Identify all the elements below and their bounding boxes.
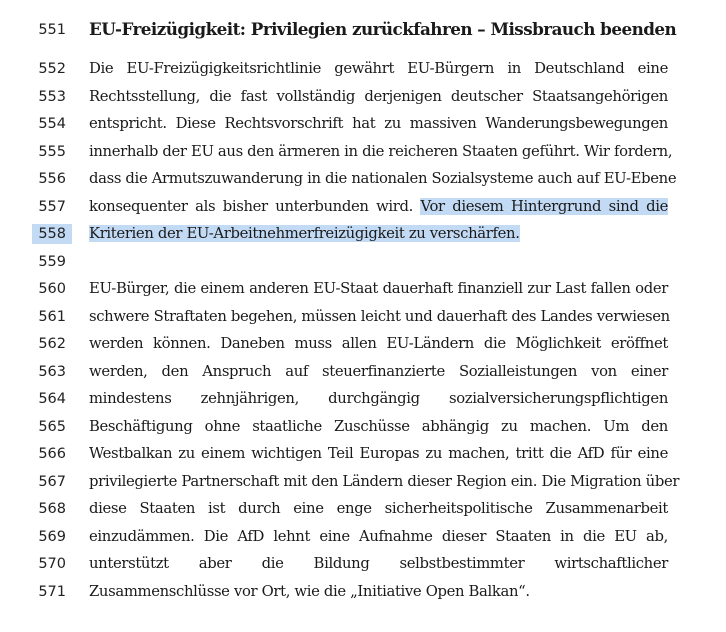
line-number: 565 (38, 418, 66, 435)
line-553 (0, 87, 726, 115)
line-556 (0, 169, 726, 197)
line-554 (0, 114, 726, 142)
line-561 (0, 307, 726, 335)
line-number: 559 (38, 253, 66, 270)
line-number-selected: 558 (32, 224, 72, 244)
body-text-line[interactable]: schwere Straftaten begehen, müssen leicht und dauerhaft des Landes verwiesen (89, 307, 670, 325)
line-571 (0, 582, 726, 610)
line-567 (0, 472, 726, 500)
line-564 (0, 389, 726, 417)
body-text-line[interactable] (89, 197, 668, 217)
body-text-line[interactable]: werden können. Daneben muss allen EU-Ländern die Möglichkeit eröffnet (89, 335, 668, 352)
line-555 (0, 142, 726, 170)
body-text-line[interactable]: entspricht. Diese Rechtsvorschrift hat zu massiven Wanderungsbewegungen (89, 115, 668, 132)
line-560 (0, 279, 726, 307)
line-569 (0, 527, 726, 555)
line-552 (0, 59, 726, 87)
line-number: 563 (38, 363, 66, 380)
body-text-line[interactable]: Westbalkan zu einem wichtigen Teil Europas zu machen, tritt die AfD für eine (89, 445, 668, 462)
body-text-line[interactable]: diese Staaten ist durch eine enge sicherheitspolitische Zusammenarbeit (89, 500, 668, 517)
line-562 (0, 334, 726, 362)
body-text-line[interactable]: Beschäftigung ohne staatliche Zuschüsse abhängig zu machen. Um den (89, 417, 668, 435)
plain-text: konsequenter als bisher unterbunden wird. (89, 197, 421, 215)
line-number: 560 (38, 281, 66, 297)
body-text-line[interactable]: Die EU-Freizügigkeitsrichtlinie gewährt EU-Bürgern in Deutschland eine (89, 60, 668, 77)
line-number: 567 (38, 473, 66, 490)
body-text-line[interactable] (89, 224, 668, 244)
line-number: 553 (38, 88, 66, 105)
line-559 (0, 252, 726, 280)
selected-text[interactable]: Vor diesem Hintergrund sind die (420, 197, 668, 215)
line-number: 556 (38, 171, 66, 187)
line-number: 555 (38, 143, 66, 160)
line-number: 557 (38, 198, 66, 215)
line-number: 570 (38, 556, 66, 572)
body-text-line[interactable]: dass die Armutszuwanderung in die nationalen Sozialsysteme auch auf EU-Ebene (89, 170, 677, 187)
line-number: 561 (38, 308, 66, 325)
line-568 (0, 499, 726, 527)
line-number: 551 (38, 22, 66, 38)
line-565 (0, 417, 726, 445)
line-number: 552 (38, 61, 66, 77)
body-text-line[interactable]: unterstützt aber die Bildung selbstbestimmter wirtschaftlicher (89, 555, 668, 572)
line-number: 569 (38, 528, 66, 545)
line-number: 562 (38, 336, 66, 352)
section-heading[interactable]: EU-Freizügigkeit: Privilegien zurückfahren – Missbrauch beenden (89, 19, 677, 39)
body-text-line[interactable]: mindestens zehnjährigen, durchgängig sozialversicherungspflichtigen (89, 390, 668, 407)
body-text-line[interactable]: EU-Bürger, die einem anderen EU-Staat dauerhaft finanziell zur Last fallen oder (89, 280, 668, 297)
line-570 (0, 554, 726, 582)
body-text-line[interactable]: privilegierte Partnerschaft mit den Ländern dieser Region ein. Die Migration über (89, 472, 680, 490)
line-551 (0, 17, 726, 45)
body-text-line[interactable]: Zusammenschlüsse vor Ort, wie die „Initiative Open Balkan“. (89, 582, 530, 600)
line-558 (0, 224, 726, 252)
line-563 (0, 362, 726, 390)
body-text-line[interactable]: einzudämmen. Die AfD lehnt eine Aufnahme dieser Staaten in die EU ab, (89, 527, 668, 545)
line-number: 564 (38, 391, 66, 407)
line-566 (0, 444, 726, 472)
line-557 (0, 197, 726, 225)
body-text-line[interactable]: Rechtsstellung, die fast vollständig derjenigen deutscher Staatsangehörigen (89, 87, 668, 105)
selected-text[interactable]: Kriterien der EU-Arbeitnehmerfreizügigkeit zu verschärfen. (89, 225, 520, 242)
body-text-line[interactable]: innerhalb der EU aus den ärmeren in die reicheren Staaten geführt. Wir fordern, (89, 142, 673, 160)
line-number: 571 (38, 583, 66, 600)
line-number: 568 (38, 501, 66, 517)
line-number: 566 (38, 446, 66, 462)
body-text-line[interactable]: werden, den Anspruch auf steuerfinanzierte Sozialleistungen von einer (89, 362, 668, 380)
line-number: 554 (38, 116, 66, 132)
